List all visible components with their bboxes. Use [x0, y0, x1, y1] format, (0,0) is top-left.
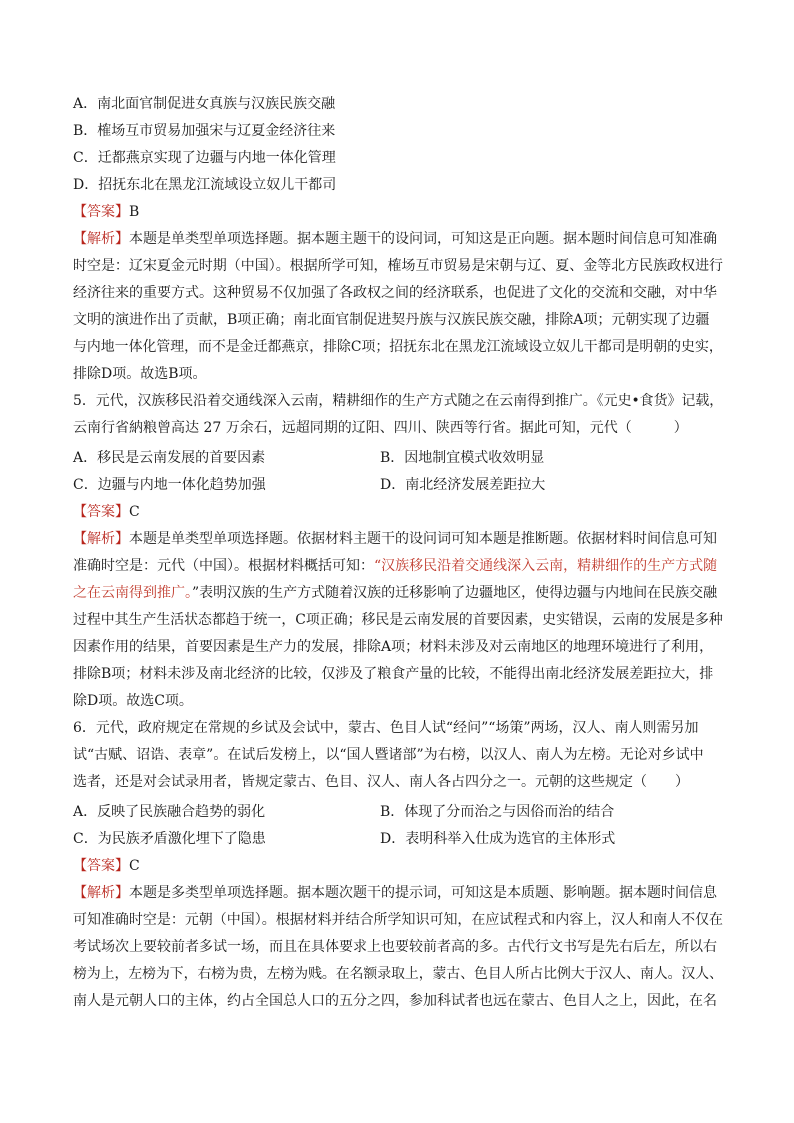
- q6-option-c: C．为民族矛盾激化埋下了隐患: [73, 831, 266, 847]
- q6-options-row-2: [73, 830, 723, 848]
- q6-answer-value: C: [129, 858, 140, 874]
- q5-options-row-1: [73, 449, 723, 467]
- q6-answer-tag: 【答案】: [73, 858, 129, 874]
- q4-answer: [73, 203, 139, 221]
- q5-analysis-line-7: 除D项。故选C项。: [73, 693, 193, 709]
- q6-option-a: A．反映了民族融合趋势的弱化: [73, 804, 266, 820]
- q6-analysis-line-4: 榜为上，左榜为下，右榜为贵，左榜为贱。在名额录取上，蒙古、色目人所占比例大于汉人、南人。汉人、: [73, 966, 723, 982]
- q4-option-c: C．迁都燕京实现了边疆与内地一体化管理: [73, 150, 336, 166]
- q6-answer: [73, 857, 140, 875]
- q5-answer: [73, 503, 140, 521]
- q6-analysis-line-2: 可知准确时空是：元朝（中国）。根据材料并结合所学知识可知，在应试程式和内容上，汉人和南人不仅在: [73, 912, 724, 928]
- q5-analysis-line-6: 排除B项；材料未涉及南北经济的比较，仅涉及了粮食产量的比较，不能得出南北经济发展差距拉大，排: [73, 666, 714, 682]
- q4-option-d: D．招抚东北在黑龙江流域设立奴儿干都司: [73, 177, 337, 193]
- q5-analysis-line-3-post: ”表明汉族的生产方式随着汉族的迁移影响了边疆地区，使得边疆与内地间在民族交融: [192, 585, 718, 601]
- q5-analysis-line-5: 因素作用的结果，首要因素是生产力的发展，排除A项；材料未涉及对云南地区的地理环境进行了利用，: [73, 639, 714, 655]
- q4-option-a: A．南北面官制促进女真族与汉族民族交融: [73, 96, 336, 112]
- q6-stem-line-2: 试“古赋、诏诰、表章”。在试后发榜上，以“国人暨诸部”为右榜，以汉人、南人为左榜。无论对乡试中: [73, 747, 704, 763]
- q5-analysis-line-3: [73, 584, 717, 602]
- q4-analysis-line-4: 文明的演进作出了贡献，B项正确；南北面官制促进契丹族与汉族民族交融，排除A项；元朝实现了边疆: [73, 312, 710, 328]
- q5-analysis-line-1: [73, 530, 717, 548]
- q5-analysis-quote-1: “汉族移民沿着交通线深入云南，精耕细作的生产方式随: [374, 558, 718, 574]
- q5-option-d: D．南北经济发展差距拉大: [380, 477, 546, 493]
- q6-analysis-text: 本题是多类型单项选择题。据本题次题干的提示词，可知这是本质题、影响题。据本题时间信息: [129, 885, 717, 901]
- q5-option-a: A．移民是云南发展的首要因素: [73, 450, 266, 466]
- q4-answer-value: B: [129, 204, 140, 220]
- q4-option-b: B．榷场互市贸易加强宋与辽夏金经济往来: [73, 123, 336, 139]
- q6-stem-line-3: 选者，还是对会试录用者，皆规定蒙古、色目、汉人、南人各占四分之一。元朝的这些规定（ ）: [73, 774, 689, 790]
- q5-analysis-text: 本题是单类型单项选择题。依据材料主题干的设问词可知本题是推断题。依据材料时间信息可知: [129, 531, 717, 547]
- q5-stem-line-1: 5．元代，汉族移民沿着交通线深入云南，精耕细作的生产方式随之在云南得到推广。《元史•食货》记载，: [73, 393, 724, 409]
- q6-analysis-line-3: 考试场次上要较前者多试一场，而且在具体要求上也要较前者高的多。古代行文书写是先右后左，所以右: [73, 939, 717, 955]
- q5-analysis-line-4: 过程中其生产生活状态都趋于统一，C项正确；移民是云南发展的首要因素，史实错误，云南的发展是多种: [73, 612, 723, 628]
- q4-analysis-line-6: 排除D项。故选B项。: [73, 366, 207, 382]
- q5-answer-tag: 【答案】: [73, 504, 129, 520]
- q6-option-d: D．表明科举入仕成为选官的主体形式: [380, 831, 616, 847]
- q6-stem-line-1: 6．元代，政府规定在常规的乡试及会试中，蒙古、色目人试“经问”“场策”两场，汉人、南人则需另加: [73, 720, 699, 736]
- q5-answer-value: C: [129, 504, 140, 520]
- q5-option-c: C．边疆与内地一体化趋势加强: [73, 477, 266, 493]
- q6-analysis-line-5: 南人是元朝人口的主体，约占全国总人口的五分之四，参加科试者也远在蒙古、色目人之上，因此，在名: [73, 993, 717, 1009]
- q5-stem-line-2: 云南行省納粮曾高达 27 万余石，远超同期的辽阳、四川、陕西等行省。据此可知，元代（ ）: [73, 420, 688, 436]
- q6-option-b: B．体现了分而治之与因俗而治的结合: [380, 804, 615, 820]
- q4-analysis-text: 本题是单类型单项选择题。据本题主题干的设问词，可知这是正向题。据本题时间信息可知准确: [129, 231, 717, 247]
- q5-options-row-2: [73, 476, 723, 494]
- q6-analysis-tag: 【解析】: [73, 885, 129, 901]
- q5-analysis-line-2: [73, 557, 717, 575]
- q6-options-row-1: [73, 803, 723, 821]
- q5-analysis-line-2-pre: 准确时空是：元代（中国）。根据材料概括可知：: [73, 558, 374, 574]
- q6-analysis-line-1: [73, 884, 717, 902]
- q4-analysis-line-3: 经济往来的重要方式。这种贸易不仅加强了各政权之间的经济联系，也促进了文化的交流和交融，对中华: [73, 285, 717, 301]
- q4-analysis-line-1: [73, 230, 717, 248]
- q5-analysis-quote-2: 之在云南得到推广。: [73, 585, 192, 601]
- q4-analysis-tag: 【解析】: [73, 231, 129, 247]
- q5-analysis-tag: 【解析】: [73, 531, 129, 547]
- q5-option-b: B．因地制宜模式收效明显: [380, 450, 545, 466]
- q4-analysis-line-2: 时空是：辽宋夏金元时期（中国）。根据所学可知，榷场互市贸易是宋朝与辽、夏、金等北方民族政权进行: [73, 258, 724, 274]
- q4-answer-tag: 【答案】: [73, 204, 129, 220]
- q4-analysis-line-5: 与内地一体化管理，而不是金迁都燕京，排除C项；招抚东北在黑龙江流域设立奴儿干都司是明朝的史实，: [73, 339, 723, 355]
